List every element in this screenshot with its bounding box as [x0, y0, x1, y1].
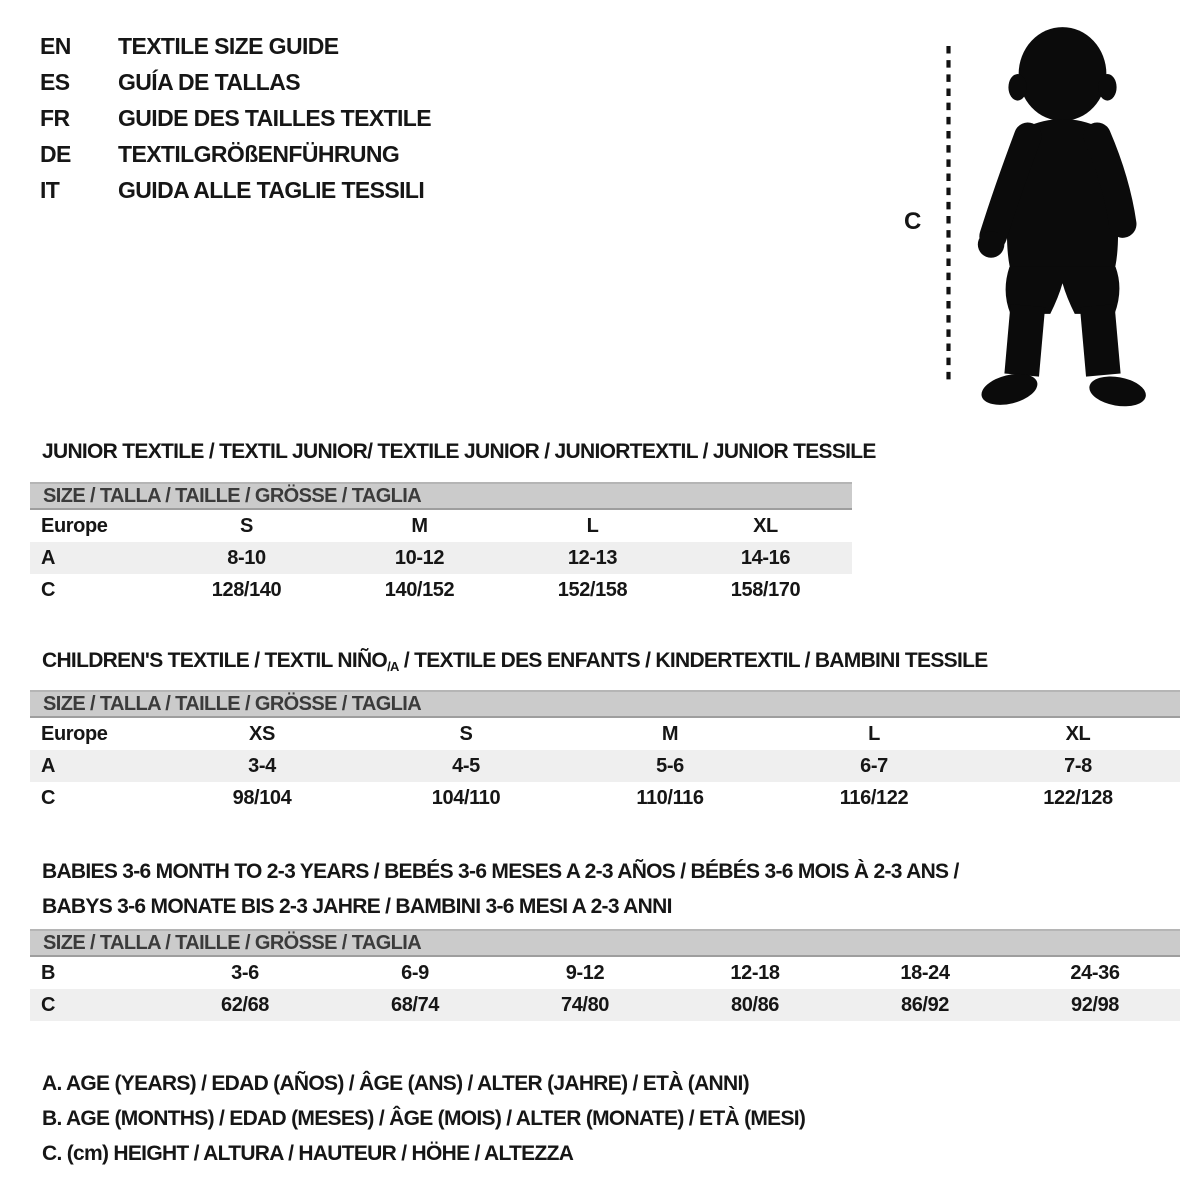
lang-code: FR	[40, 104, 70, 131]
babies-size-table	[30, 929, 1180, 1021]
table-cell: 9-12	[565, 961, 605, 984]
table-row-height	[30, 782, 1180, 814]
row-label: C	[41, 578, 56, 601]
toddler-silhouette-icon	[962, 22, 1162, 422]
lang-label: GUÍA DE TALLAS	[118, 68, 300, 95]
row-label: Europe	[41, 722, 108, 745]
table-row-months	[30, 957, 1180, 989]
lang-label: GUIDE DES TAILLES TEXTILE	[118, 104, 431, 131]
table-cell: XS	[249, 722, 275, 745]
children-section-title	[42, 643, 988, 680]
children-title-before: CHILDREN'S TEXTILE / TEXTIL NIÑO	[42, 649, 388, 672]
babies-title-line2: BABYS 3-6 MONATE BIS 2-3 JAHRE / BAMBINI 3-6 MESI A 2-3 ANNI	[42, 895, 672, 918]
table-cell: 3-4	[248, 754, 276, 777]
table-cell: 24-36	[1070, 961, 1120, 984]
table-cell: L	[586, 514, 599, 537]
table-cell: 80/86	[730, 993, 780, 1016]
table-cell: 7-8	[1064, 754, 1092, 777]
size-header-bar: SIZE / TALLA / TAILLE / GRÖSSE / TAGLIA	[30, 482, 852, 510]
table-cell: XL	[753, 514, 778, 537]
child-figure	[880, 8, 1180, 433]
table-cell: 152/158	[557, 578, 628, 601]
junior-size-table	[30, 482, 852, 606]
height-measure-label: C	[904, 208, 922, 235]
lang-row-es	[40, 64, 431, 100]
table-cell: 18-24	[900, 961, 950, 984]
lang-code: EN	[40, 32, 71, 59]
table-cell: 10-12	[394, 546, 445, 569]
table-cell: 5-6	[656, 754, 684, 777]
table-cell: XL	[1065, 722, 1091, 745]
row-label: C	[41, 786, 56, 809]
row-label: A	[41, 754, 56, 777]
children-size-table	[30, 690, 1180, 814]
table-cell: 116/122	[839, 786, 909, 809]
size-header-bar: SIZE / TALLA / TAILLE / GRÖSSE / TAGLIA	[30, 929, 1180, 957]
row-label: A	[41, 546, 56, 569]
table-cell: S	[459, 722, 473, 745]
size-header-bar: SIZE / TALLA / TAILLE / GRÖSSE / TAGLIA	[30, 690, 1180, 718]
table-cell: 4-5	[452, 754, 480, 777]
table-cell: M	[411, 514, 428, 537]
height-measure-line	[946, 12, 951, 420]
table-cell: 110/116	[636, 786, 704, 809]
table-row-height	[30, 989, 1180, 1021]
lang-code: IT	[40, 176, 60, 203]
lang-code: ES	[40, 68, 70, 95]
table-cell: 128/140	[211, 578, 282, 601]
table-cell: L	[868, 722, 880, 745]
table-cell: 104/110	[431, 786, 501, 809]
language-title-list	[40, 28, 431, 208]
table-cell: 92/98	[1070, 993, 1120, 1016]
babies-section-title	[42, 854, 959, 924]
table-cell: 6-9	[401, 961, 429, 984]
table-cell: 122/128	[1043, 786, 1113, 809]
table-row-europe	[30, 718, 1180, 750]
table-cell: 68/74	[390, 993, 440, 1016]
table-cell: 12-18	[730, 961, 780, 984]
row-label: B	[41, 961, 56, 984]
table-row-age	[30, 750, 1180, 782]
table-cell: M	[661, 722, 679, 745]
lang-label: TEXTILGRÖßENFÜHRUNG	[118, 140, 400, 167]
table-cell: 8-10	[227, 546, 266, 569]
lang-row-en	[40, 28, 431, 64]
table-cell: 74/80	[560, 993, 610, 1016]
legend-line-c: C. (cm) HEIGHT / ALTURA / HAUTEUR / HÖHE / ALTEZZA	[42, 1142, 574, 1165]
table-row-height	[30, 574, 852, 606]
table-cell: 158/170	[730, 578, 801, 601]
table-cell: 98/104	[232, 786, 292, 809]
table-cell: 12-13	[567, 546, 618, 569]
row-label: C	[41, 993, 56, 1016]
table-cell: 140/152	[384, 578, 455, 601]
children-title-after: / TEXTILE DES ENFANTS / KINDERTEXTIL / BAMBINI TESSILE	[398, 649, 988, 672]
babies-title-line1: BABIES 3-6 MONTH TO 2-3 YEARS / BEBÉS 3-6 MESES A 2-3 AÑOS / BÉBÉS 3-6 MOIS À 2-3 ANS /	[42, 860, 959, 883]
lang-row-it	[40, 172, 431, 208]
table-cell: S	[240, 514, 253, 537]
table-cell: 14-16	[740, 546, 791, 569]
junior-section-title: JUNIOR TEXTILE / TEXTIL JUNIOR/ TEXTILE JUNIOR / JUNIORTEXTIL / JUNIOR TESSILE	[42, 440, 876, 463]
row-label: Europe	[41, 514, 108, 537]
table-row-age	[30, 542, 852, 574]
lang-row-fr	[40, 100, 431, 136]
table-cell: 3-6	[231, 961, 259, 984]
table-cell: 6-7	[860, 754, 888, 777]
lang-row-de	[40, 136, 431, 172]
lang-label: TEXTILE SIZE GUIDE	[118, 32, 339, 59]
lang-code: DE	[40, 140, 71, 167]
legend-line-a: A. AGE (YEARS) / EDAD (AÑOS) / ÂGE (ANS) / ALTER (JAHRE) / ETÀ (ANNI)	[42, 1072, 749, 1095]
legend	[42, 1066, 805, 1171]
table-cell: 86/92	[900, 993, 950, 1016]
children-title-sub: /A	[387, 659, 399, 674]
table-cell: 62/68	[220, 993, 270, 1016]
lang-label: GUIDA ALLE TAGLIE TESSILI	[118, 176, 425, 203]
legend-line-b: B. AGE (MONTHS) / EDAD (MESES) / ÂGE (MOIS) / ALTER (MONATE) / ETÀ (MESI)	[42, 1107, 806, 1130]
table-row-europe	[30, 510, 852, 542]
